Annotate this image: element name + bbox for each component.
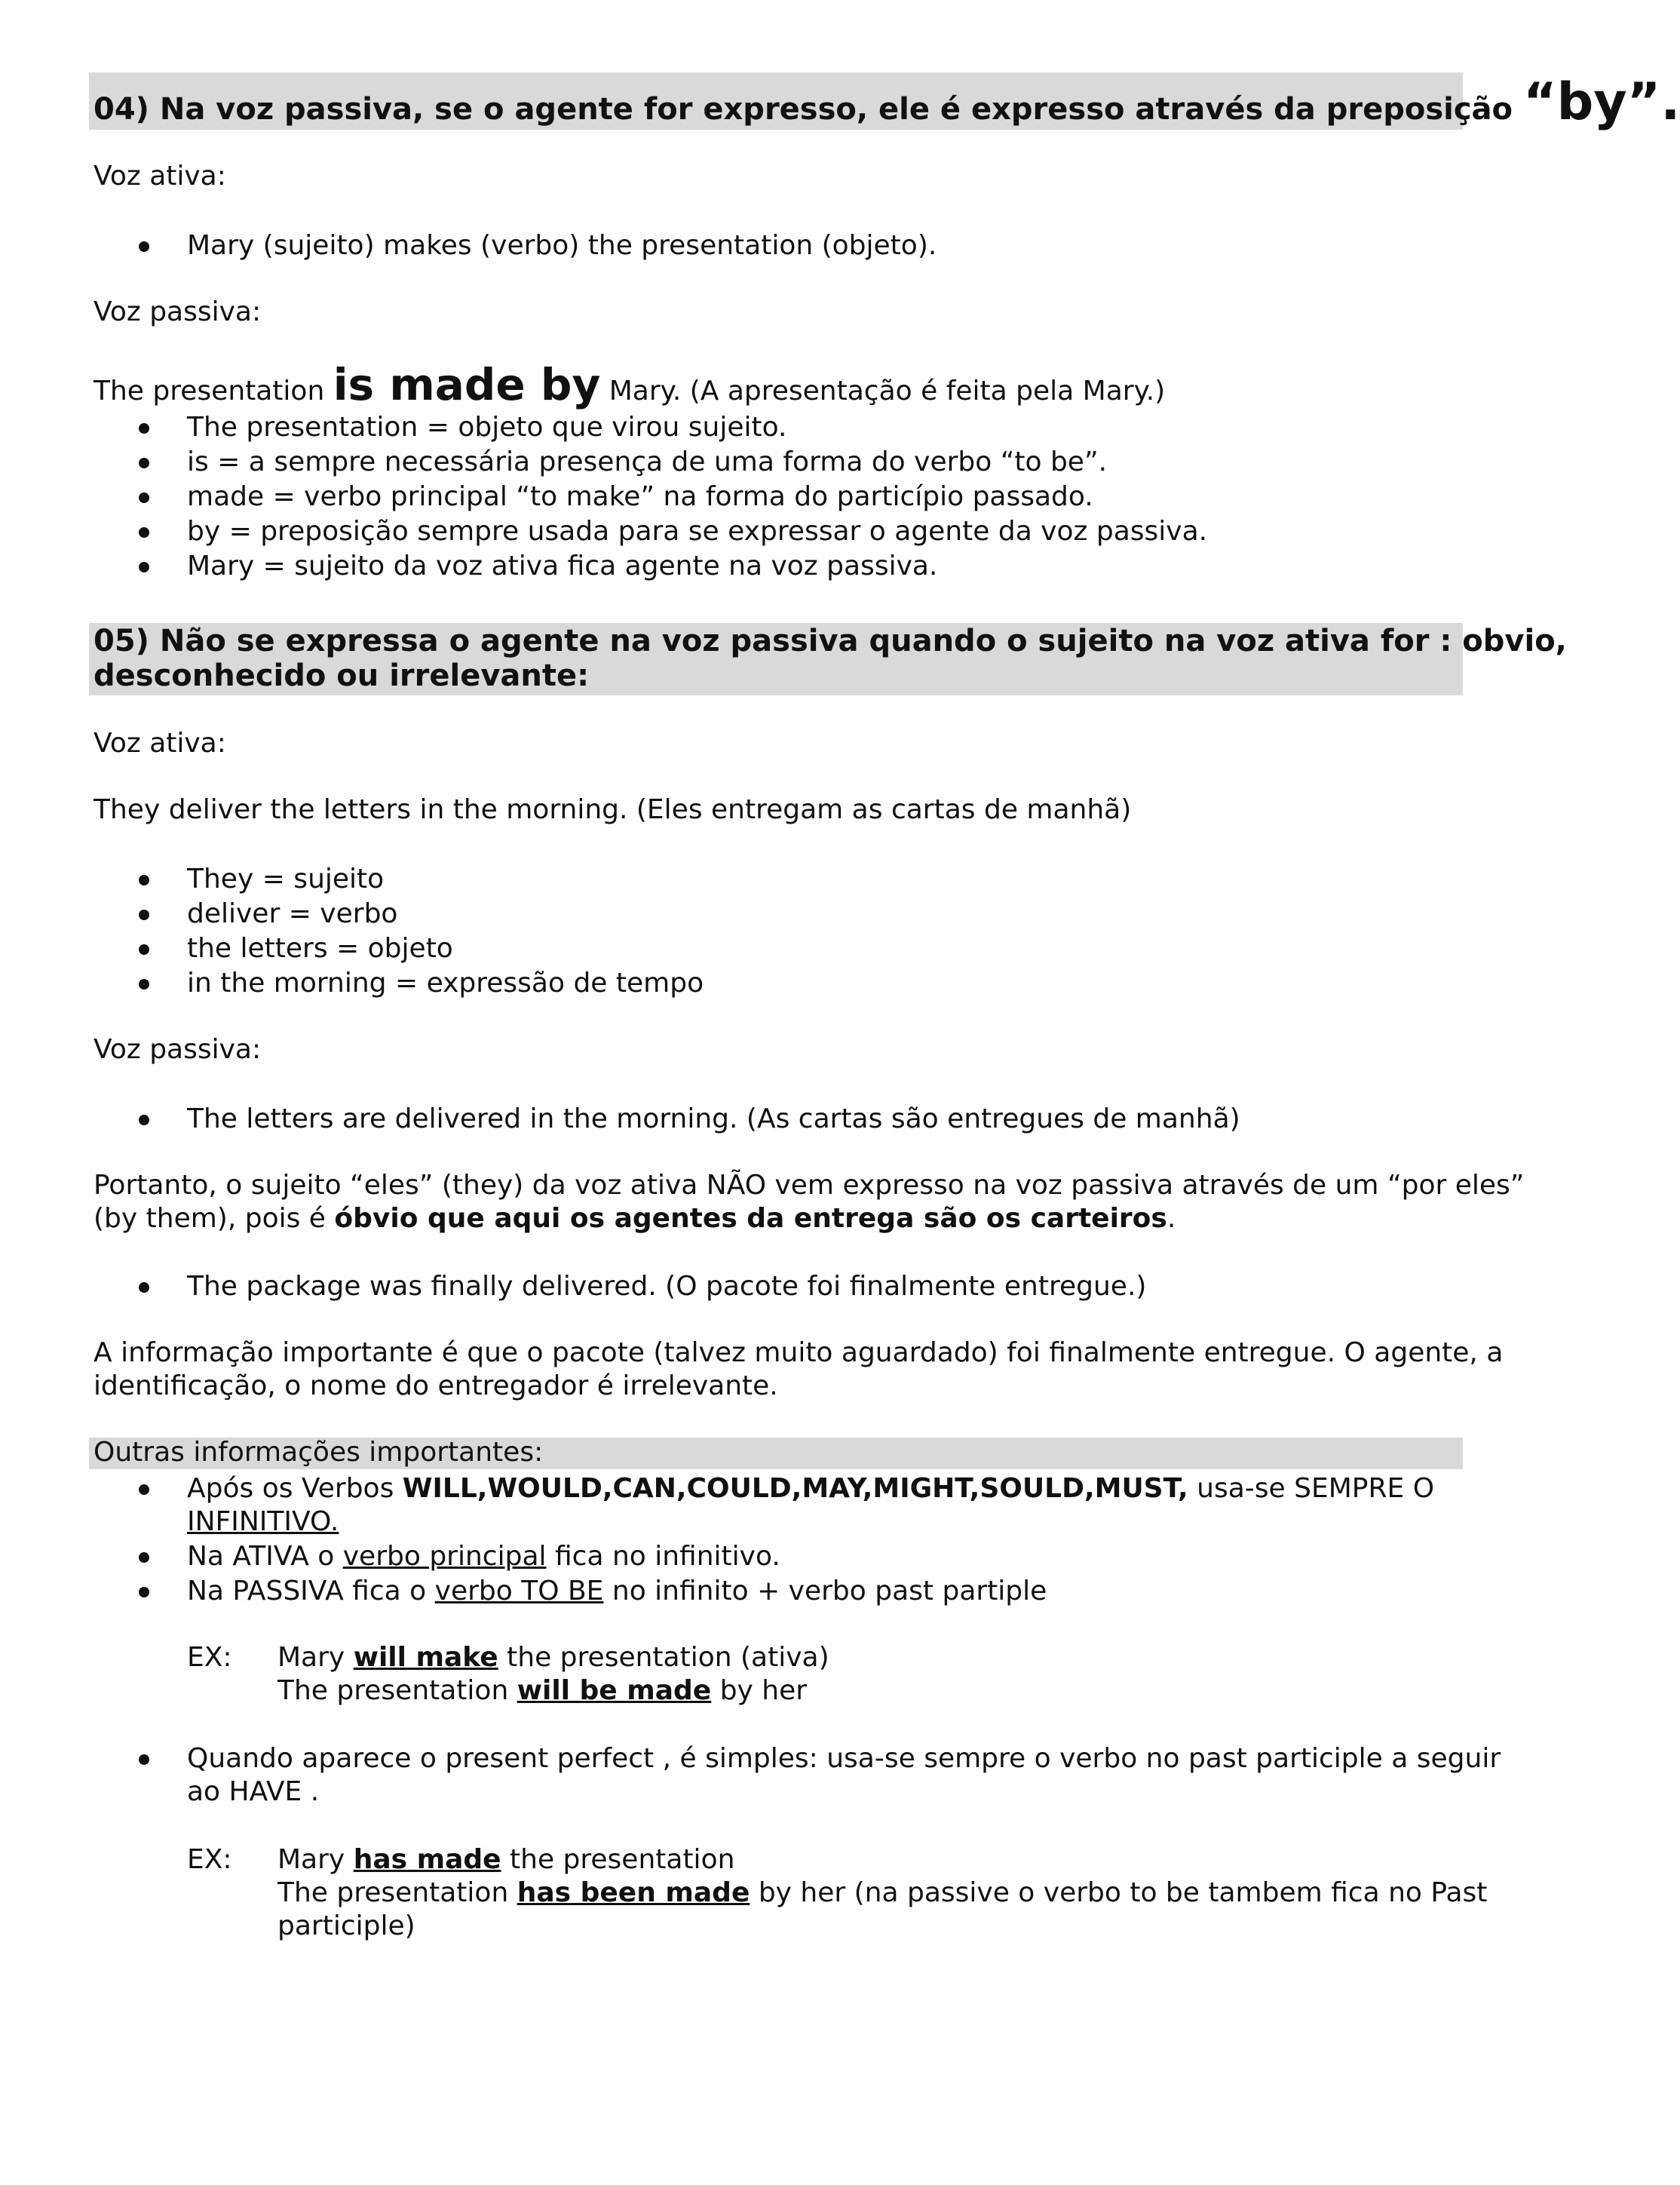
bullet-icon [139, 562, 149, 572]
para1-line2-pre: (by them), pois é [94, 1203, 326, 1234]
bullet-icon [139, 1587, 149, 1597]
sec4-active-example: Mary (sujeito) makes (verbo) the presentation (objeto). [187, 230, 937, 261]
ex1-passive-post: by her [719, 1675, 808, 1706]
bullet-icon [139, 910, 149, 920]
other-bullet-1 [187, 1472, 1434, 1505]
sec4-passive-label: Voz passiva: [94, 296, 262, 327]
sec4-bullet: is = a sempre necessária presença de uma forma do verbo “to be”. [187, 447, 1108, 477]
b3-pre: Na PASSIVA fica o [187, 1576, 427, 1607]
sec5-passive-example: The letters are delivered in the morning. (As cartas são entregues de manhã) [187, 1103, 1240, 1134]
sec4-passive-sentence [94, 361, 1165, 416]
bullet-icon [139, 875, 149, 885]
sec5-para1-line2 [94, 1202, 1176, 1235]
bullet-icon [139, 527, 149, 538]
b3-underlined: verbo TO BE [434, 1576, 604, 1607]
bullet-icon [139, 1754, 149, 1765]
section-04-heading-by: “by”. [1522, 72, 1680, 132]
ex2-passive-pre: The presentation [277, 1877, 509, 1908]
ex2-active-post: the presentation [510, 1844, 735, 1875]
b1-modal-verbs: WILL,WOULD,CAN,COULD,MAY,MIGHT,SOULD,MUST, [402, 1473, 1188, 1504]
sec5-para2-line1: A informação importante é que o pacote (talvez muito aguardado) foi finalmente entregue. O agente, a [94, 1337, 1504, 1368]
passive-sentence-pre: The presentation [94, 376, 325, 407]
other-bullet-4-line1: Quando aparece o present perfect , é simples: usa-se sempre o verbo no past participle a seguir [187, 1743, 1501, 1774]
ex1-active [277, 1641, 829, 1674]
para1-line2-post: . [1166, 1203, 1176, 1234]
bullet-icon [139, 458, 149, 468]
ex2-passive-verb: has been made [517, 1877, 750, 1908]
b1-post: usa-se SEMPRE O [1197, 1473, 1435, 1504]
bullet-icon [139, 1115, 149, 1125]
ex2-passive-line2: participle) [277, 1910, 415, 1941]
sec5-para2-line2: identificação, o nome do entregador é irrelevante. [94, 1370, 778, 1401]
other-bullet-2 [187, 1540, 780, 1573]
b2-pre: Na ATIVA o [187, 1541, 335, 1572]
b2-underlined: verbo principal [342, 1541, 547, 1572]
sec4-bullet: The presentation = objeto que virou sujeito. [187, 412, 787, 443]
ex1-passive [277, 1674, 807, 1708]
bullet-icon [139, 1552, 149, 1563]
sec5-active-sentence: They deliver the letters in the morning. (Eles entregam as cartas de manhã) [94, 794, 1132, 825]
ex1-active-verb: will make [353, 1642, 498, 1673]
other-bullet-4-line2: ao HAVE . [187, 1776, 320, 1807]
bullet-icon [139, 1484, 149, 1495]
bullet-icon [139, 979, 149, 990]
sec5-package-example: The package was finally delivered. (O pacote foi finalmente entregue.) [187, 1271, 1147, 1302]
passive-sentence-emphasis: is made by [333, 359, 601, 410]
ex2-label: EX: [187, 1844, 232, 1875]
ex2-active [277, 1843, 734, 1877]
b3-post: no infinito + verbo past partiple [612, 1576, 1047, 1607]
b1-pre: Após os Verbos [187, 1473, 394, 1504]
sec5-bullet: the letters = objeto [187, 933, 453, 964]
sec5-bullet: in the morning = expressão de tempo [187, 968, 704, 999]
section-05-heading-line2: desconhecido ou irrelevante: [94, 658, 590, 693]
ex1-label: EX: [187, 1642, 232, 1673]
sec4-bullet: by = preposição sempre usada para se expressar o agente da voz passiva. [187, 516, 1208, 547]
section-04-heading-text: 04) Na voz passiva, se o agente for expresso, ele é expresso através da preposição [94, 92, 1513, 127]
ex2-passive-post: by her (na passive o verbo to be tambem fica no Past [758, 1877, 1488, 1908]
sec5-active-label: Voz ativa: [94, 728, 226, 759]
ex2-active-verb: has made [353, 1844, 501, 1875]
ex1-active-pre: Mary [277, 1642, 345, 1673]
para1-line2-bold: óbvio que aqui os agentes da entrega são os carteiros [334, 1203, 1167, 1234]
ex1-active-post: the presentation (ativa) [507, 1642, 829, 1673]
bullet-icon [139, 241, 149, 252]
other-info-label: Outras informações importantes: [94, 1437, 544, 1468]
sec4-bullet: Mary = sujeito da voz ativa fica agente na voz passiva. [187, 551, 938, 582]
section-05-heading-line1: 05) Não se expressa o agente na voz passiva quando o sujeito na voz ativa for : obvio, [94, 624, 1567, 658]
ex2-active-pre: Mary [277, 1844, 345, 1875]
sec5-para1-line1: Portanto, o sujeito “eles” (they) da voz ativa NÃO vem expresso na voz passiva através de um “por eles” [94, 1170, 1525, 1201]
ex1-passive-verb: will be made [517, 1675, 712, 1706]
other-bullet-1-line2: INFINITIVO. [187, 1506, 339, 1537]
sec5-bullet: They = sujeito [187, 864, 385, 895]
sec5-bullet: deliver = verbo [187, 898, 398, 929]
sec5-passive-label: Voz passiva: [94, 1034, 262, 1065]
b2-post: fica no infinitivo. [554, 1541, 780, 1572]
bullet-icon [139, 493, 149, 503]
section-04-heading [94, 72, 1680, 132]
bullet-icon [139, 1282, 149, 1293]
sec4-bullet: made = verbo principal “to make” na forma do particípio passado. [187, 481, 1093, 512]
ex1-passive-pre: The presentation [277, 1675, 509, 1706]
bullet-icon [139, 423, 149, 434]
other-bullet-3 [187, 1575, 1047, 1608]
ex2-passive [277, 1877, 1487, 1910]
passive-sentence-post: Mary. (A apresentação é feita pela Mary.) [609, 376, 1166, 407]
sec4-active-label: Voz ativa: [94, 161, 226, 192]
bullet-icon [139, 944, 149, 955]
